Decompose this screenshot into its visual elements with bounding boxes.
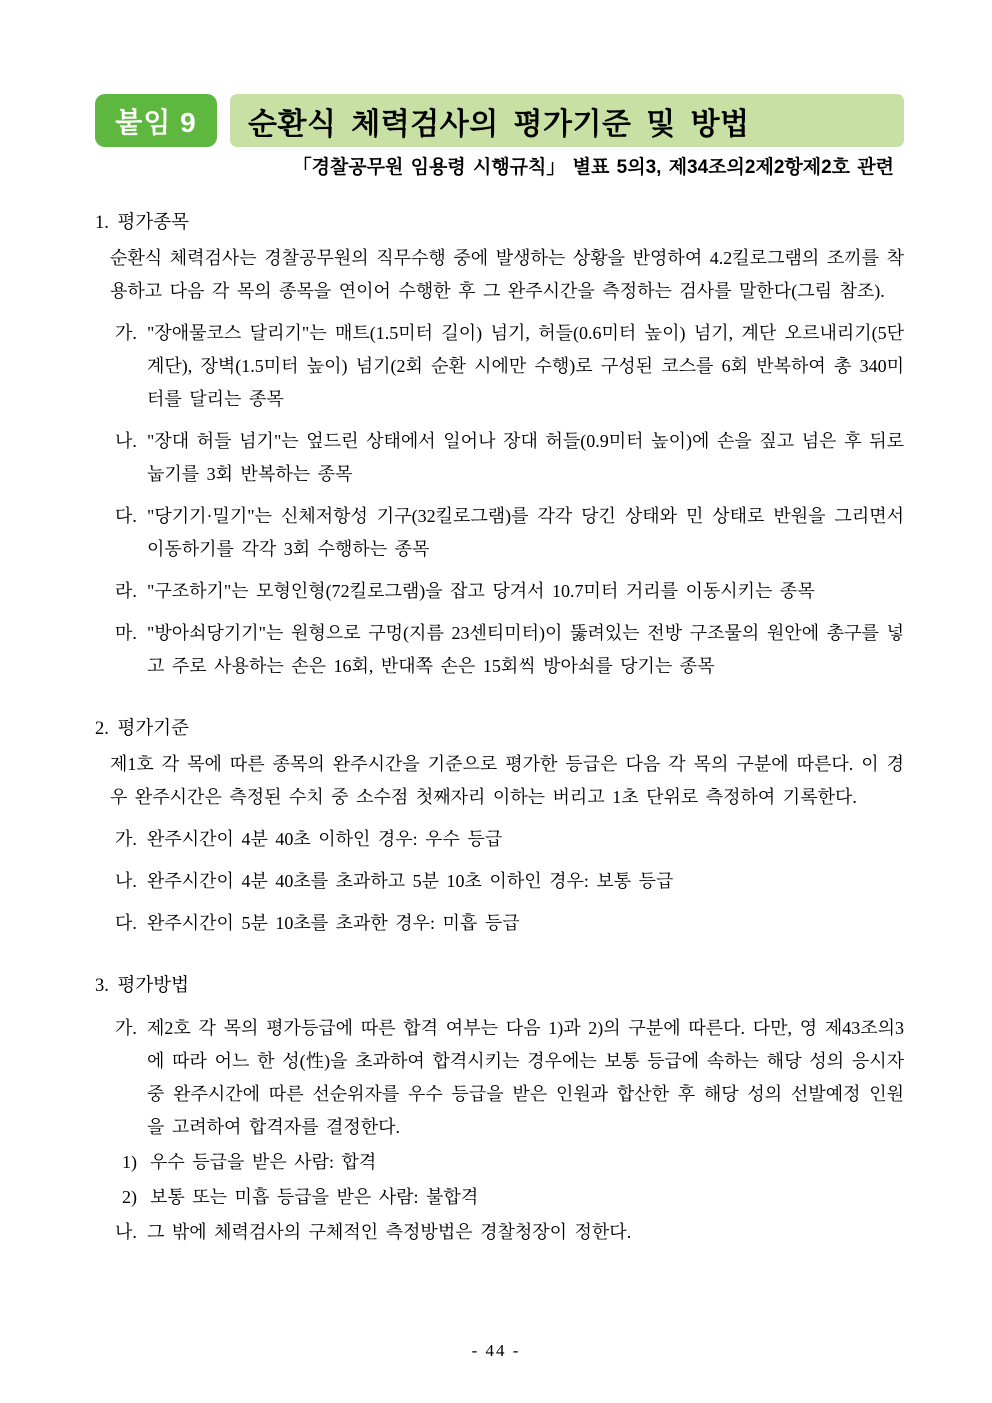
list-item bbox=[115, 425, 904, 491]
section-heading: 3. 평가방법 bbox=[95, 976, 189, 996]
section-evaluation-criteria bbox=[95, 713, 904, 940]
list-item bbox=[115, 865, 904, 898]
section-intro: 순환식 체력검사는 경찰공무원의 직무수행 중에 발생하는 상황을 반영하여 4.2킬로그램의 조끼를 착용하고 다음 각 목의 종목을 연이어 수행한 후 그 완주시간을 측정하는 검사를 말한다(그림 참조). bbox=[110, 248, 904, 301]
list-item-marker: 1) bbox=[122, 1152, 137, 1172]
list-item-marker: 가. bbox=[115, 323, 137, 343]
list-item-marker: 가. bbox=[115, 829, 137, 849]
section-evaluation-method bbox=[95, 970, 904, 1249]
sub-list-item bbox=[122, 1181, 904, 1214]
list-item-marker: 나. bbox=[115, 871, 137, 891]
list-item bbox=[115, 1216, 904, 1249]
section-heading: 2. 평가기준 bbox=[95, 719, 189, 739]
list-item-marker: 나. bbox=[115, 1222, 137, 1242]
list-item bbox=[115, 575, 904, 608]
list-item-text: "장대 허들 넘기"는 엎드린 상태에서 일어나 장대 허들(0.9미터 높이)에 손을 짚고 넘은 후 뒤로 눕기를 3회 반복하는 종목 bbox=[147, 431, 904, 484]
list-item-text: "구조하기"는 모형인형(72킬로그램)을 잡고 당겨서 10.7미터 거리를 이동시키는 종목 bbox=[147, 581, 815, 601]
list-item-text: 완주시간이 4분 40초를 초과하고 5분 10초 이하인 경우: 보통 등급 bbox=[147, 871, 674, 891]
list-item bbox=[115, 317, 904, 416]
page-title: 순환식 체력검사의 평가기준 및 방법 bbox=[230, 94, 904, 147]
list-item-text: 보통 또는 미흡 등급을 받은 사람: 불합격 bbox=[150, 1187, 479, 1207]
page-number: - 44 - bbox=[471, 1341, 521, 1360]
list-item bbox=[115, 823, 904, 856]
list-item-text: "당기기·밀기"는 신체저항성 기구(32킬로그램)를 각각 당긴 상태와 민 상태로 반원을 그리면서 이동하기를 각각 3회 수행하는 종목 bbox=[147, 506, 904, 559]
section-intro: 제1호 각 목에 따른 종목의 완주시간을 기준으로 평가한 등급은 다음 각 목의 구분에 따른다. 이 경우 완주시간은 측정된 수치 중 소수점 첫째자리 이하는 버리고 1초 단위로 측정하여 기록한다. bbox=[110, 754, 904, 807]
list-item-marker: 라. bbox=[115, 581, 137, 601]
header bbox=[95, 94, 904, 147]
list-item-marker: 다. bbox=[115, 913, 137, 933]
list-item-marker: 가. bbox=[115, 1018, 137, 1038]
list-item-text: 그 밖에 체력검사의 구체적인 측정방법은 경찰청장이 정한다. bbox=[147, 1222, 632, 1242]
list-item-marker: 나. bbox=[115, 431, 137, 451]
regulation-reference: 「경찰공무원 임용령 시행규칙」 별표 5의3, 제34조의2제2항제2호 관련 bbox=[292, 157, 894, 178]
list-item bbox=[115, 907, 904, 940]
section-heading: 1. 평가종목 bbox=[95, 213, 189, 233]
list-item bbox=[115, 617, 904, 683]
list-item-marker: 다. bbox=[115, 506, 137, 526]
list-item bbox=[115, 500, 904, 566]
list-item-text: 완주시간이 4분 40초 이하인 경우: 우수 등급 bbox=[147, 829, 503, 849]
list-item-text: 우수 등급을 받은 사람: 합격 bbox=[150, 1152, 377, 1172]
list-item-text: 완주시간이 5분 10초를 초과한 경우: 미흡 등급 bbox=[147, 913, 520, 933]
sub-list-item bbox=[122, 1146, 904, 1179]
list-item bbox=[115, 1012, 904, 1144]
list-item-marker: 2) bbox=[122, 1187, 137, 1207]
list-item-text: 제2호 각 목의 평가등급에 따른 합격 여부는 다음 1)과 2)의 구분에 따른다. 다만, 영 제43조의3에 따라 어느 한 성(性)을 초과하여 합격시키는 경우에는 보통 등급에 속하는 해당 성의 응시자 중 완주시간에 따른 선순위자를 우수 등급을 받은 인원과 합산한 후 해당 성의 선발예정 인원을 고려하여 합격자를 결정한다. bbox=[147, 1018, 904, 1137]
list-item-text: "방아쇠당기기"는 원형으로 구멍(지름 23센티미터)이 뚫려있는 전방 구조물의 원안에 총구를 넣고 주로 사용하는 손은 16회, 반대쪽 손은 15회씩 방아쇠를 당기는 종목 bbox=[147, 623, 904, 676]
section-evaluation-events bbox=[95, 207, 904, 683]
attachment-badge: 붙임 9 bbox=[95, 94, 217, 147]
list-item-marker: 마. bbox=[115, 623, 137, 643]
list-item-text: "장애물코스 달리기"는 매트(1.5미터 길이) 넘기, 허들(0.6미터 높이) 넘기, 계단 오르내리기(5단 계단), 장벽(1.5미터 높이) 넘기(2회 순환 시에만 수행)로 구성된 코스를 6회 반복하여 총 340미터를 달리는 종목 bbox=[147, 323, 904, 409]
